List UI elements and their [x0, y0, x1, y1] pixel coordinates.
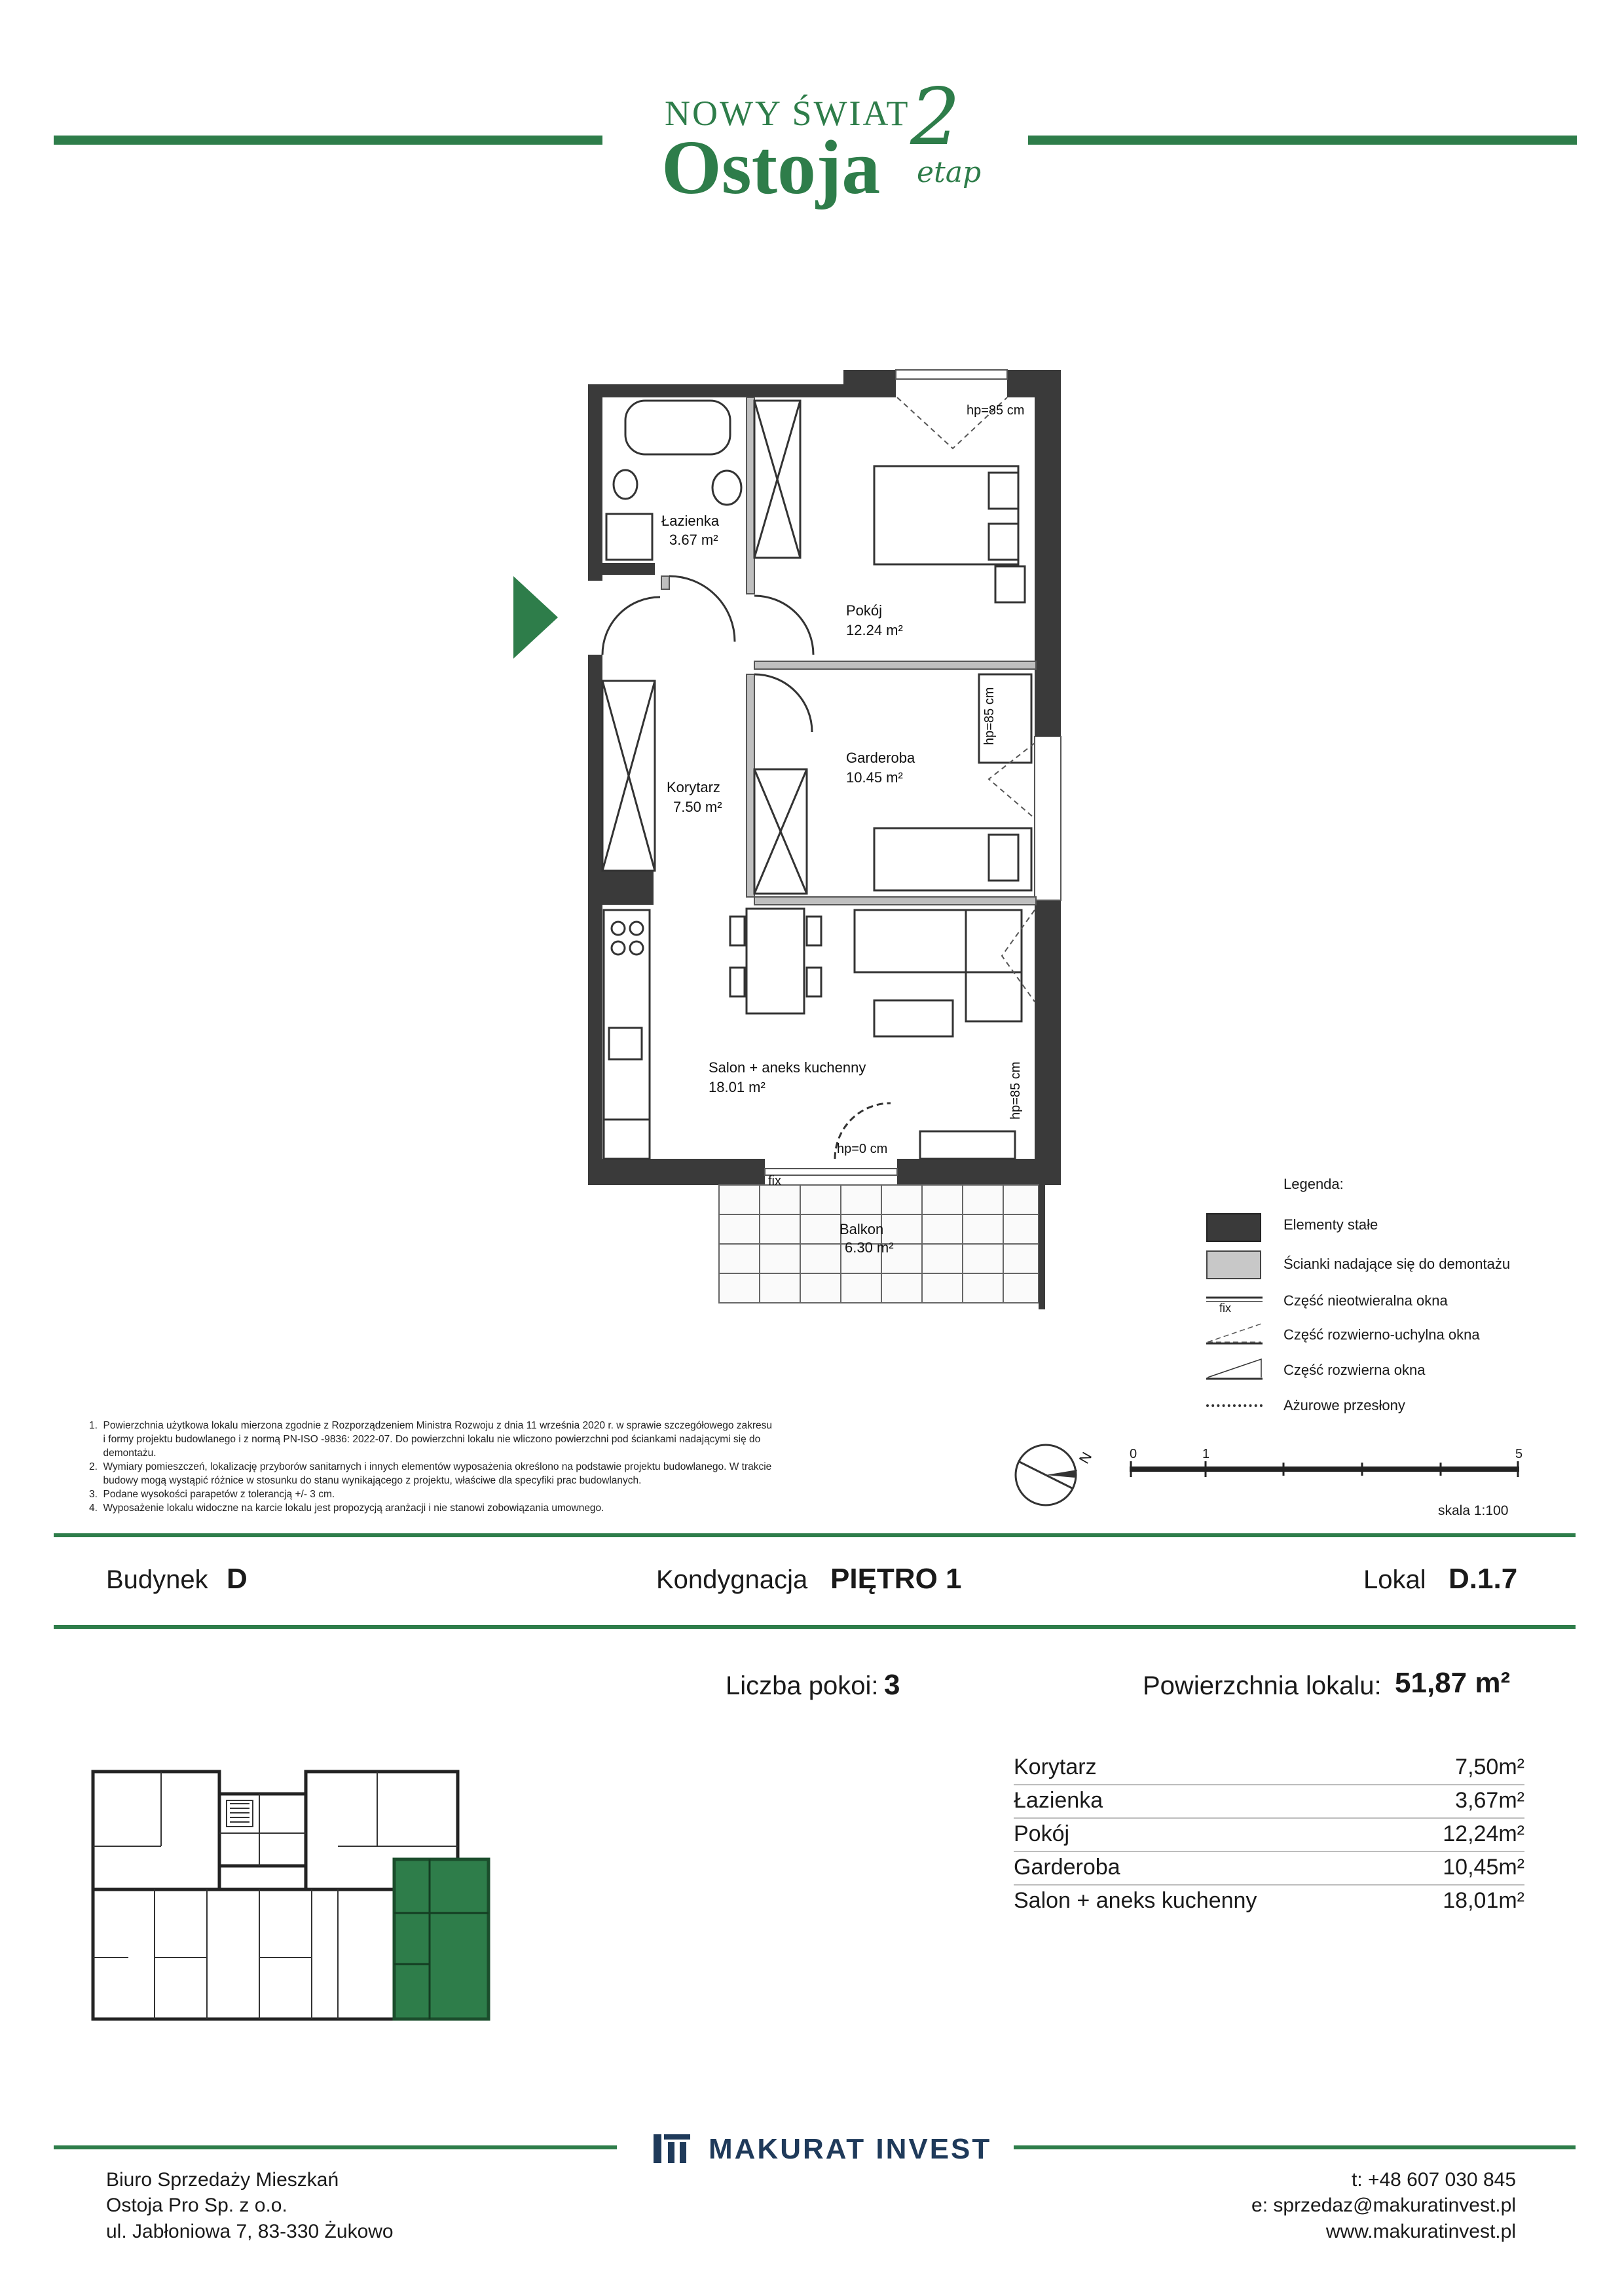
room-area: 12,24m² [1396, 1818, 1524, 1851]
legend-swatch-removable [1206, 1250, 1261, 1279]
compass-icon [1012, 1437, 1097, 1516]
legend-item-fixed-window: Część nieotwieralna okna [1283, 1292, 1448, 1309]
room-label-salon: Salon + aneks kuchenny [709, 1059, 866, 1076]
room-label-korytarz: Korytarz [667, 779, 720, 795]
note-line: 3. Podane wysokości parapetów z tolerancją +/- 3 cm. [89, 1489, 335, 1500]
legend-item-removable: Ścianki nadające się do demontażu [1283, 1256, 1511, 1272]
table-row [1014, 1785, 1524, 1818]
hp-top-label: hp=85 cm [967, 403, 1025, 418]
legend-icon-open-window [1205, 1357, 1264, 1383]
area-label: Powierzchnia lokalu: [1143, 1671, 1382, 1700]
floor-plan [498, 354, 1087, 1336]
table-row [1014, 1851, 1524, 1885]
room-area-korytarz: 7.50 m² [673, 799, 722, 815]
unit-label: Lokal [1363, 1565, 1426, 1594]
highlighted-unit [394, 1859, 489, 2019]
room-name: Korytarz [1014, 1752, 1396, 1785]
office-line-2: Ostoja Pro Sp. z o.o. [106, 2195, 287, 2216]
room-label-pokoj: Pokój [846, 602, 883, 619]
legend-icon-tilt-window [1205, 1321, 1264, 1347]
office-line-3: ul. Jabłoniowa 7, 83-330 Żukowo [106, 2221, 394, 2242]
unit-value: D.1.7 [1449, 1563, 1518, 1595]
info-line-top [54, 1533, 1576, 1537]
table-row [1014, 1885, 1524, 1918]
building-value: D [227, 1563, 248, 1595]
logo-main-text: Ostoja [661, 124, 881, 210]
note-line: demontażu. [89, 1448, 157, 1459]
room-area: 10,45m² [1396, 1851, 1524, 1885]
floor-value: PIĘTRO 1 [830, 1563, 962, 1595]
room-label-garderoba: Garderoba [846, 750, 915, 766]
note-line: 2. Wymiary pomieszczeń, lokalizację przyborów sanitarnych i innych elementów wyposażenia określono na podstawie projektu budowlanego. W trakcie [89, 1461, 772, 1472]
compass-n-label: N [1075, 1449, 1096, 1467]
room-area-garderoba: 10.45 m² [846, 769, 903, 786]
info-line-bottom [54, 1625, 1576, 1629]
scale-tick-5: 5 [1515, 1447, 1523, 1461]
legend-item-screens: Ażurowe przesłony [1283, 1397, 1405, 1413]
room-name: Garderoba [1014, 1851, 1396, 1885]
table-row [1014, 1818, 1524, 1851]
rooms-count-label: Liczba pokoi: [726, 1671, 879, 1700]
room-area-pokoj: 12.24 m² [846, 622, 903, 638]
legend-icon-fixed-window [1205, 1291, 1264, 1317]
room-area: 7,50m² [1396, 1752, 1524, 1785]
contact-phone: t: +48 607 030 845 [1351, 2169, 1516, 2191]
makurat-logo-icon [652, 2132, 694, 2166]
scale-bar [1130, 1461, 1522, 1481]
room-area: 3,67m² [1396, 1785, 1524, 1818]
hp-right1-label: hp=85 cm [982, 687, 997, 745]
brand-name: MAKURAT INVEST [709, 2133, 992, 2165]
rooms-count-value: 3 [884, 1669, 900, 1701]
notes-block [89, 1419, 895, 1515]
room-area-lazienka: 3.67 m² [669, 532, 718, 548]
room-area-balkon: 6.30 m² [845, 1239, 894, 1256]
legend-item-fixed: Elementy stałe [1283, 1216, 1378, 1233]
fix-label: fix [768, 1174, 781, 1188]
room-label-balkon: Balkon [840, 1221, 884, 1237]
office-line-1: Biuro Sprzedaży Mieszkań [106, 2169, 339, 2191]
footer-line-left [54, 2145, 617, 2149]
room-name: Salon + aneks kuchenny [1014, 1888, 1257, 1913]
legend-item-tilt-window: Część rozwierno-uchylna okna [1283, 1326, 1480, 1343]
room-name: Pokój [1014, 1818, 1396, 1851]
room-name: Łazienka [1014, 1785, 1396, 1818]
entrance-arrow-icon [513, 576, 558, 659]
contact-website[interactable]: www.makuratinvest.pl [1325, 2221, 1516, 2242]
table-row [1014, 1752, 1524, 1785]
legend-icon-screens [1206, 1404, 1263, 1407]
note-line: i formy projektu budowlanego i z normą PN-ISO -9836: 2022-07. Do powierzchni lokalu nie wliczono powierzchni pod ściankami nadającymi się do [89, 1434, 761, 1445]
legend-title: Legenda: [1283, 1176, 1344, 1192]
scale-tick-1: 1 [1202, 1447, 1210, 1461]
room-area-salon: 18.01 m² [709, 1079, 766, 1095]
logo-number: 2 [910, 72, 961, 163]
room-label-lazienka: Łazienka [661, 513, 720, 529]
legend-fix-text: fix [1219, 1302, 1231, 1315]
building-label: Budynek [106, 1565, 208, 1594]
room-area: 18,01m² [1443, 1888, 1524, 1913]
logo-top-text: NOWY ŚWIAT [665, 94, 910, 133]
header-line-right [1028, 136, 1577, 145]
footer-line-right [1014, 2145, 1576, 2149]
note-line: 1. Powierzchnia użytkowa lokalu mierzona zgodnie z Rozporządzeniem Ministra Rozwoju z dnia 11 września 2020 r. w sprawie szczegółowego zakresu [89, 1420, 773, 1431]
scale-label: skala 1:100 [1438, 1503, 1509, 1518]
logo-etap: etap [917, 156, 982, 189]
rooms-table [1014, 1752, 1524, 1918]
building-key-plan [89, 1768, 495, 2030]
hp-right2-label: hp=85 cm [1008, 1061, 1023, 1120]
header-line-left [54, 136, 602, 145]
area-value: 51,87 m² [1395, 1667, 1511, 1699]
legend-swatch-fixed [1206, 1213, 1261, 1242]
hp-bottom-label: hp=0 cm [837, 1142, 888, 1156]
floor-label: Kondygnacja [656, 1565, 808, 1594]
note-line: budowy mogą wystąpić różnice w stosunku do stanu wynikającego z projektu, właściwe dla specyfiki prac budowlanych. [89, 1475, 642, 1486]
contact-email[interactable]: e: sprzedaz@makuratinvest.pl [1251, 2195, 1516, 2216]
note-line: 4. Wyposażenie lokalu widoczne na karcie lokalu jest propozycją aranżacji i nie stanowi zobowiązania umownego. [89, 1503, 604, 1514]
scale-tick-0: 0 [1130, 1447, 1137, 1461]
legend-item-open-window: Część rozwierna okna [1283, 1362, 1426, 1378]
